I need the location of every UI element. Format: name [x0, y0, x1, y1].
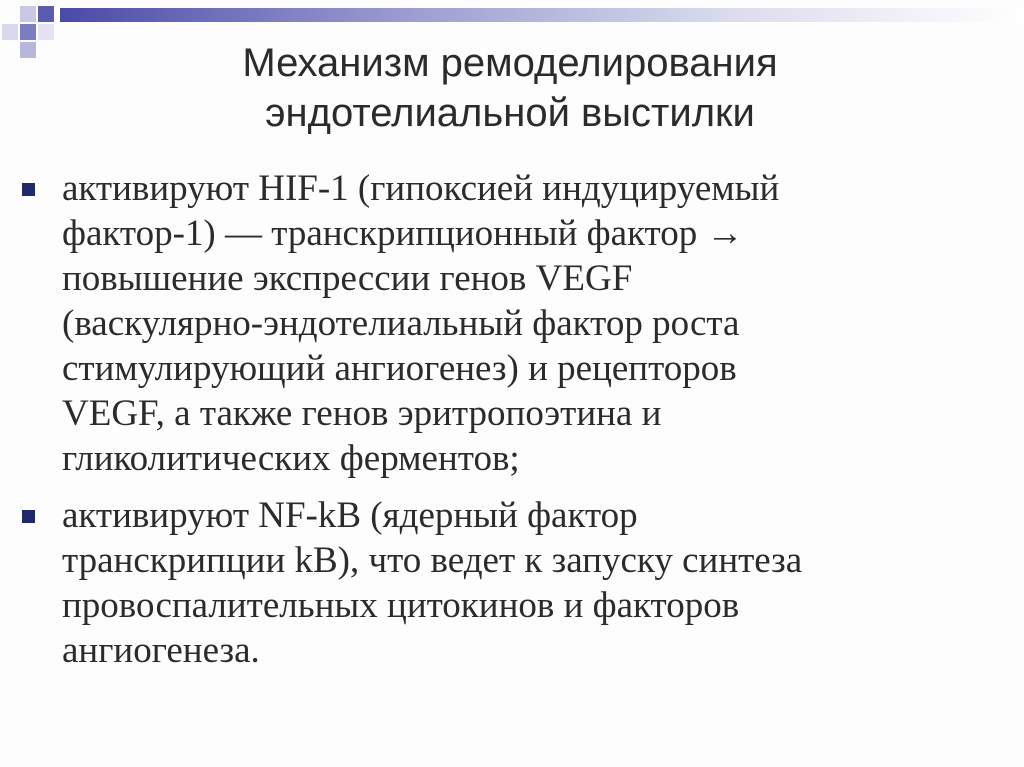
- bullet-text-line: транскрипции kB), что ведет к запуску синтеза: [62, 540, 803, 581]
- bullet-text-line: активируют NF-kB (ядерный фактор: [62, 495, 638, 536]
- slide-title: [60, 38, 960, 138]
- bullet-text-line: (васкулярно-эндотелиальный фактор роста: [62, 303, 740, 344]
- square-bullet-icon: [22, 183, 35, 196]
- bullet-text-line: ангиогенеза.: [62, 630, 260, 671]
- square-bullet-icon: [22, 510, 35, 523]
- bullet-text-line: VEGF, а также генов эритропоэтина и: [62, 393, 662, 434]
- bullet-text-line: стимулирующий ангиогенез) и рецепторов: [62, 348, 737, 389]
- bullet-item: [20, 493, 1010, 673]
- title-line-2: эндотелиальной выстилки: [265, 91, 755, 135]
- bullet-text-line: активируют HIF-1 (гипоксией индуцируемый: [62, 168, 780, 209]
- header-gradient-bar: [60, 8, 1024, 22]
- bullet-list: [20, 166, 1010, 685]
- bullet-text-line: фактор-1) — транскрипционный фактор →: [62, 213, 744, 254]
- title-line-1: Механизм ремоделирования: [242, 41, 778, 85]
- bullet-item: [20, 166, 1010, 481]
- bullet-text-line: гликолитических ферментов;: [62, 438, 520, 479]
- bullet-text-line: повышение экспрессии генов VEGF: [62, 258, 633, 299]
- bullet-text-line: провоспалительных цитокинов и факторов: [62, 585, 740, 626]
